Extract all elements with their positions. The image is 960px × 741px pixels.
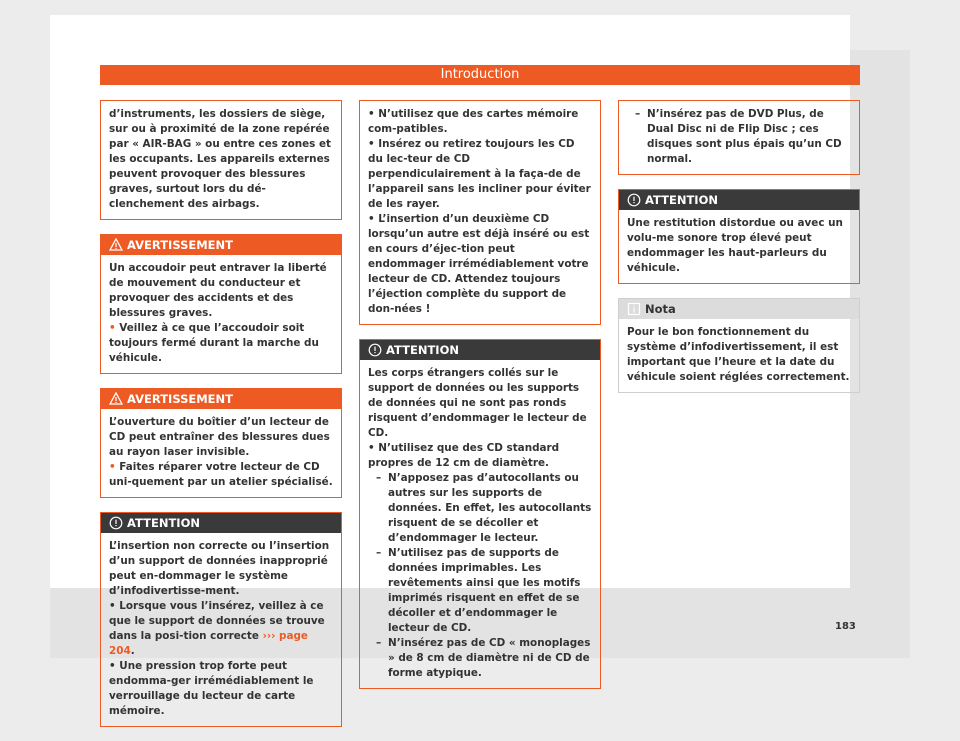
intro-text: d’instruments, les dossiers de siège, sur ou à proximité de la zone repérée par « AIR-BAG » ou entre ces zones et les occupants. Les appareils externes peuvent provoquer des blessures graves, surtout lors du dé-clenchement des airbags.: [109, 108, 331, 210]
warning-triangle-icon: [109, 392, 123, 406]
warning-box-laser: [100, 388, 342, 498]
warning-triangle-icon: [109, 238, 123, 252]
dash-icon: –: [376, 547, 382, 559]
note-title: Nota: [645, 302, 676, 316]
attention-text: L’insertion non correcte ou l’insertion d’un support de données inapproprié peut en-dommager le système d’infodivertisse-ment.: [109, 540, 330, 597]
attention-circle-icon: [368, 343, 382, 357]
attention-title: ATTENTION: [645, 193, 718, 207]
warning-bullet: Faites réparer votre lecteur de CD uni-quement par un atelier spécialisé.: [109, 461, 333, 488]
warning-title: AVERTISSEMENT: [127, 392, 234, 406]
note-header: [619, 299, 859, 319]
bullet-icon: •: [109, 461, 116, 473]
column-3: [618, 100, 860, 407]
bullet-icon: •: [368, 213, 375, 225]
attention-header: [619, 190, 859, 210]
info-icon: [627, 302, 641, 316]
bullet-icon: •: [368, 442, 375, 454]
bullet-icon: •: [109, 660, 116, 672]
attention-text: Les corps étrangers collés sur le support de données ou les supports de données qui ne sont pas ronds risquent d’endommager le lecteur de CD.: [368, 367, 587, 439]
dash-item: N’insérez pas de CD « monoplages » de 8 cm de diamètre ni de CD de forme atypique.: [388, 637, 591, 679]
bullet-icon: •: [368, 108, 375, 120]
warning-title: AVERTISSEMENT: [127, 238, 234, 252]
continued-bullet: L’insertion d’un deuxième CD lorsqu’un autre est déjà inséré ou est en cours d’éjec-tion peut endommager irrémédiablement votre lecteur de CD. Attendez toujours l’éjection complète du support de don-nées !: [368, 213, 590, 315]
dash-item: N’insérez pas de DVD Plus, de Dual Disc ni de Flip Disc ; ces disques sont plus épais qu’un CD normal.: [647, 108, 842, 165]
column-2: [359, 100, 601, 703]
attention-header: [360, 340, 600, 360]
attention-bullet: Lorsque vous l’insérez, veillez à ce que le support de données se trouve dans la posi-tion correcte: [109, 600, 325, 642]
dash-icon: –: [635, 108, 641, 120]
warning-box-armrest: [100, 234, 342, 374]
warning-text: Un accoudoir peut entraver la liberté de mouvement du conducteur et provoquer des accidents et des blessures graves.: [109, 262, 327, 319]
warning-text: L’ouverture du boîtier d’un lecteur de CD peut entraîner des blessures dues au rayon laser invisible.: [109, 416, 330, 458]
dash-item: N’utilisez pas de supports de données imprimables. Les revêtements ainsi que les motifs imprimés risquent en effet de se décoller et d’endommager le lecteur de CD.: [388, 547, 581, 634]
warning-bullet: Veillez à ce que l’accoudoir soit toujours fermé durant la marche du véhicule.: [109, 322, 319, 364]
page-number: 183: [835, 621, 856, 632]
attention-box-foreign-bodies: [359, 339, 601, 689]
continued-bullet: N’utilisez que des cartes mémoire com-patibles.: [368, 108, 579, 135]
note-box: [618, 298, 860, 393]
warning-header: [101, 235, 341, 255]
attention-title: ATTENTION: [127, 516, 200, 530]
bullet-icon: •: [109, 600, 116, 612]
continued-bullet: Insérez ou retirez toujours les CD du lec-teur de CD perpendiculairement à la faça-de de l’appareil sans les incliner pour éviter de les rayer.: [368, 138, 591, 210]
attention-header: [101, 513, 341, 533]
dash-icon: –: [376, 637, 382, 649]
page-link[interactable]: page 204: [109, 630, 308, 657]
dash-item: N’apposez pas d’autocollants ou autres sur les supports de données. En effet, les autocollants risquent de se décoller et d’endommager le lecteur.: [388, 472, 592, 544]
attention-box-insertion: [100, 512, 342, 727]
attention-circle-icon: [109, 516, 123, 530]
page-link-arrow[interactable]: ›››: [262, 630, 276, 642]
attention-bullet: Une pression trop forte peut endomma-ger irrémédiablement le verrouillage du lecteur de carte mémoire.: [109, 660, 314, 717]
attention-text: Une restitution distordue ou avec un volu-me sonore trop élevé peut endommager les haut-parleurs du véhicule.: [627, 217, 843, 274]
attention-box-speakers: [618, 189, 860, 284]
period: .: [130, 645, 135, 657]
attention-bullet: N’utilisez que des CD standard propres de 12 cm de diamètre.: [368, 442, 560, 469]
note-text: Pour le bon fonctionnement du système d’infodivertissement, il est important que l’heure et la date du véhicule soient réglées correctement.: [627, 326, 850, 383]
warning-header: [101, 389, 341, 409]
attention-circle-icon: [627, 193, 641, 207]
column-1: [100, 100, 342, 741]
attention-title: ATTENTION: [386, 343, 459, 357]
bullet-icon: •: [109, 322, 116, 334]
section-header: Introduction: [100, 65, 860, 85]
dash-icon: –: [376, 472, 382, 484]
bullet-icon: •: [368, 138, 375, 150]
